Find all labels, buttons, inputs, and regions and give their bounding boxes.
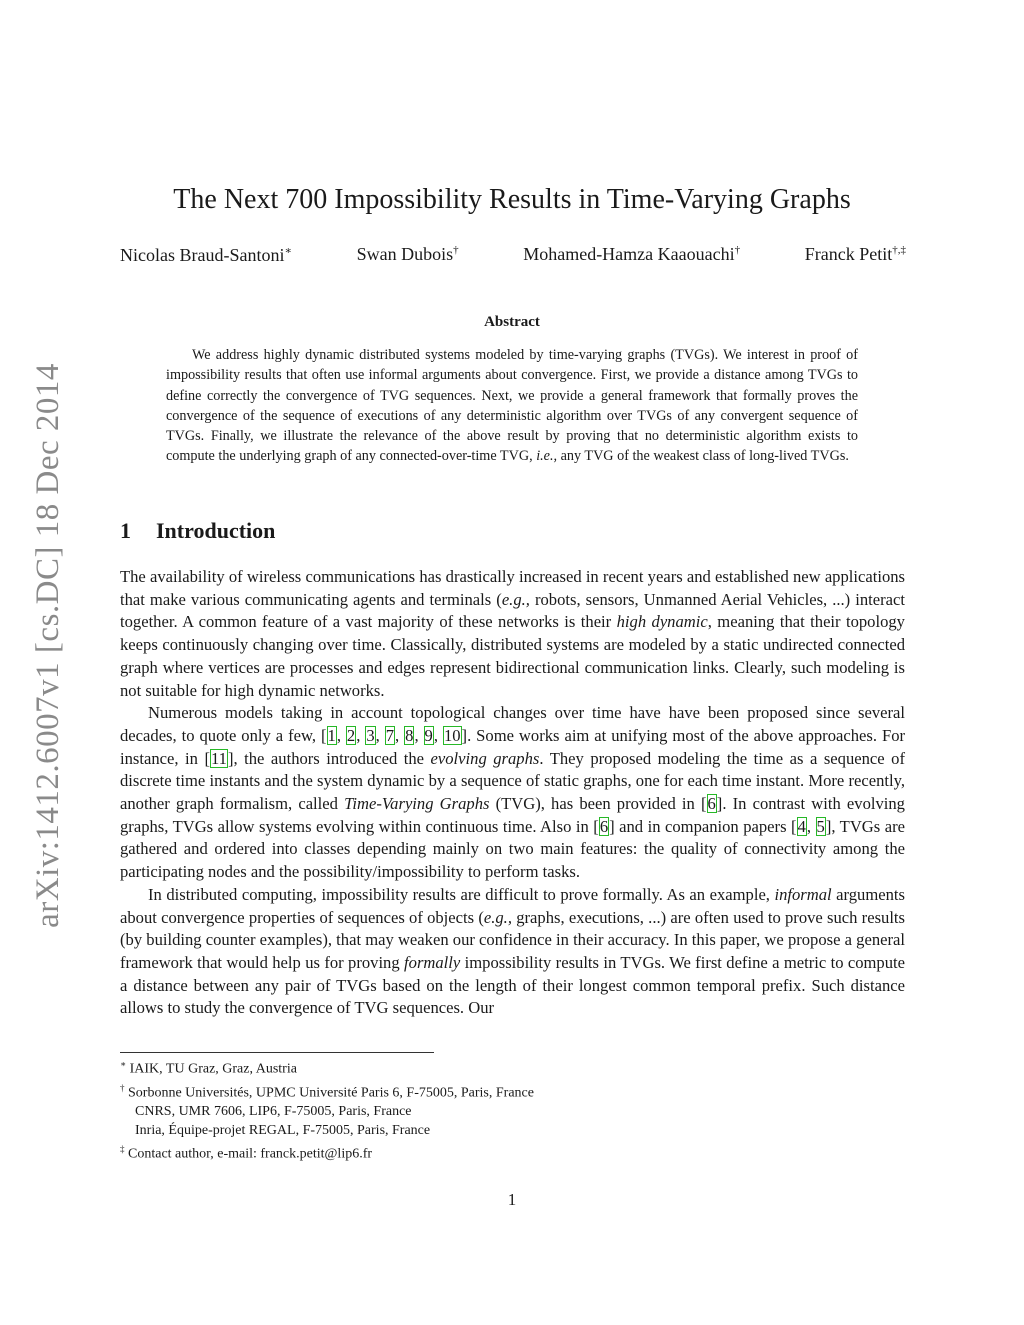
arxiv-stamp-text: arXiv:1412.6007v1 [cs.DC] 18 Dec 2014 (29, 362, 66, 928)
paragraph: The availability of wireless communications has drastically increased in recent years and established new applications that make various communicating agents and terminals (e.g., robots, sensors, Unmanned Aerial Vehicles, ...) interact together. A common feature of a vast majority of these networks is their high dynamic, meaning that their topology keeps continuously changing over time. Classically, distributed systems are modeled by a static undirected connected graph where vertices are processes and edges represent bidirectional communication links. Clearly, such modeling is not suitable for high dynamic networks. (120, 567, 905, 700)
citation-link[interactable]: 11 (210, 748, 227, 768)
footnote-continuation: CNRS, UMR 7606, LIP6, F-75005, Paris, France (135, 1104, 412, 1120)
author-list (120, 244, 906, 266)
page-number: 1 (507, 1190, 517, 1209)
footnote: † Sorbonne Universités, UPMC Université Paris 6, F-75005, Paris, France (120, 1083, 534, 1101)
citation-link[interactable]: 4 (797, 816, 806, 836)
abstract-heading: Abstract (484, 314, 540, 330)
footnotes (120, 1055, 820, 1164)
section-number: 1 (120, 518, 131, 543)
paragraph: In distributed computing, impossibility results are difficult to prove formally. As an example, informal arguments about convergence properties of sequences of objects (e.g., graphs, executions, ...) are often used to prove such results (by building counter examples), that may weaken our confidence in their accuracy. In this paper, we propose a general framework that would help us for proving formally impossibility results in TVGs. We first define a metric to compute a distance between any pair of TVGs based on the length of their longest common temporal prefix. Such distance allows to study the convergence of TVG sequences. Our (120, 884, 906, 1018)
citation-link[interactable]: 6 (599, 816, 609, 836)
section-title: Introduction (156, 518, 276, 543)
abstract-body: We address highly dynamic distributed systems modeled by time-varying graphs (TVGs). We interest in proof of impossibility results that often use informal arguments about convergence. First, we provide a distance among TVGs to define correctly the convergence of TVG sequences. Next, we provide a general framework that formally proves the convergence of the sequence of executions of any deterministic algorithm over TVGs of any convergent sequence of TVGs. Finally, we illustrate the relevance of the above result by proving that no deterministic algorithm exists to compute the underlying graph of any connected-over-time TVG, i.e., any TVG of the weakest class of long-lived TVGs. (166, 347, 858, 465)
citation-link[interactable]: 2 (346, 725, 356, 745)
footnote-divider (120, 1052, 434, 1053)
author: Nicolas Braud-Santoni∗ (120, 245, 292, 265)
paper-title: The Next 700 Impossibility Results in Time-Varying Graphs (173, 184, 851, 215)
citation-link[interactable]: 10 (443, 725, 461, 745)
citation-link[interactable]: 3 (366, 725, 375, 745)
footnote: ∗ IAIK, TU Graz, Graz, Austria (120, 1059, 297, 1077)
author: Franck Petit†,‡ (804, 244, 906, 264)
footnote: ‡ Contact author, e-mail: franck.petit@lip6.fr (120, 1144, 373, 1162)
citation-link[interactable]: 6 (707, 794, 716, 814)
citation-link[interactable]: 5 (816, 816, 825, 836)
author: Swan Dubois† (356, 244, 459, 264)
paragraph: Numerous models taking in account topological changes over time have have been proposed since several decades, to quote only a few, [1, 2, 3, 7, 8, 9, 10]. Some works aim at unifying most of the above approaches. For instance, in [11], the authors introduced the evolving graphs. They proposed modeling the time as a sequence of discrete time instants and the system dynamic by a sequence of static graphs, one for each time instant. More recently, another graph formalism, called Time-Varying Graphs (TVG), has been provided in [6]. In contrast with evolving graphs, TVGs allow systems evolving within continuous time. Also in [6] and in companion papers [4, 5], TVGs are gathered and ordered into classes depending mainly on two main features: the quality of connectivity among the participating nodes and the possibility/impossibility to perform tasks. (120, 703, 906, 882)
citation-link[interactable]: 9 (424, 725, 433, 745)
citation-link[interactable]: 8 (405, 725, 414, 745)
introduction-body (120, 566, 905, 1020)
footnote-continuation: Inria, Équipe-projet REGAL, F-75005, Paris, France (135, 1122, 431, 1138)
arxiv-identifier-stamp (20, 355, 76, 935)
citation-link[interactable]: 7 (385, 725, 395, 745)
author: Mohamed-Hamza Kaaouachi† (523, 244, 741, 264)
citation-link[interactable]: 1 (327, 725, 336, 745)
section-heading (120, 518, 275, 544)
